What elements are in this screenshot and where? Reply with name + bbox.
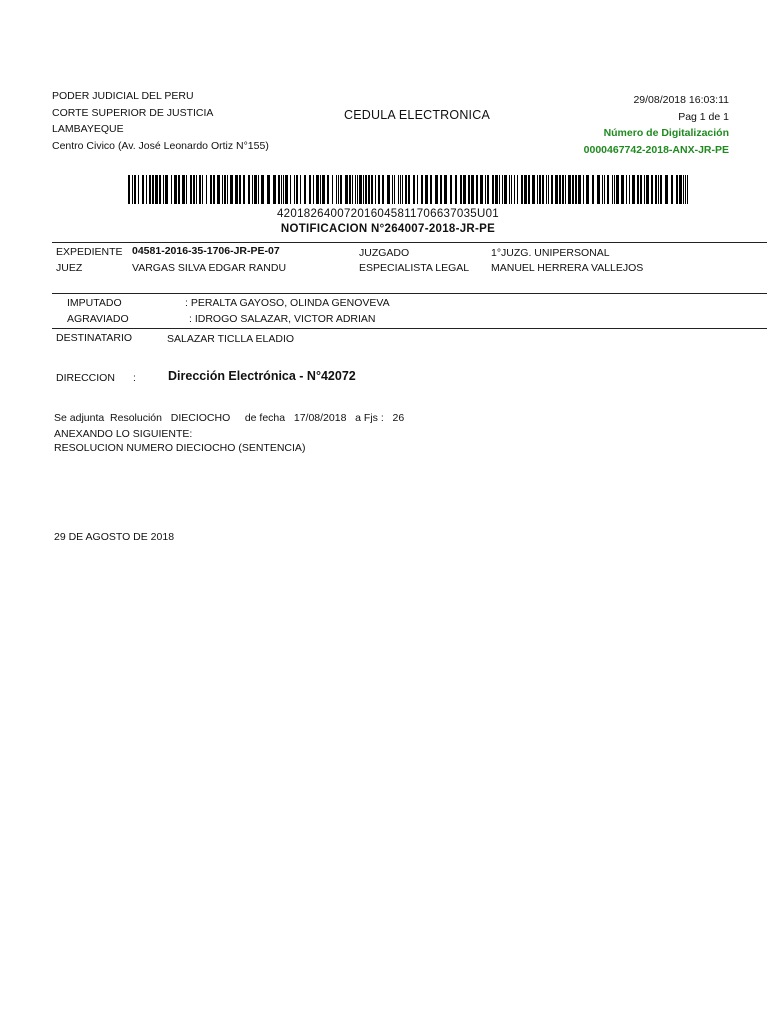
direccion-colon: : — [133, 372, 136, 384]
barcode-image — [128, 175, 688, 204]
imputado-label: IMPUTADO — [67, 297, 122, 309]
juez-value: VARGAS SILVA EDGAR RANDU — [132, 262, 287, 274]
org-line-4: Centro Civico (Av. José Leonardo Ortiz N°155) — [52, 139, 269, 152]
especialista-label: ESPECIALISTA LEGAL — [359, 262, 470, 274]
destinatario-value: SALAZAR TICLLA ELADIO — [167, 333, 295, 345]
document-title: CEDULA ELECTRONICA — [344, 108, 490, 122]
court-header — [52, 88, 269, 154]
juzgado-label: JUZGADO — [359, 247, 410, 259]
expediente-value: 04581-2016-35-1706-JR-PE-07 — [132, 245, 280, 257]
agraviado-label: AGRAVIADO — [67, 313, 129, 325]
juzgado-value: 1°JUZG. UNIPERSONAL — [491, 247, 610, 259]
agraviado-value: : IDROGO SALAZAR, VICTOR ADRIAN — [189, 313, 376, 325]
org-line-2: CORTE SUPERIOR DE JUSTICIA — [52, 106, 214, 119]
divider-top — [52, 242, 767, 243]
page-indicator: Pag 1 de 1 — [678, 110, 729, 123]
juez-label: JUEZ — [56, 262, 83, 274]
document-date: 29 DE AGOSTO DE 2018 — [54, 531, 175, 543]
digitization-label: Número de Digitalización — [603, 127, 729, 139]
notification-number: NOTIFICACION N°264007-2018-JR-PE — [280, 223, 496, 235]
org-line-1: PODER JUDICIAL DEL PERU — [52, 90, 194, 102]
direccion-label: DIRECCION — [56, 372, 115, 384]
datetime: 29/08/2018 16:03:11 — [633, 94, 729, 106]
divider-parties-top — [52, 293, 767, 294]
digitization-number: 0000467742-2018-ANX-JR-PE — [583, 143, 729, 156]
attachment-line: Se adjunta Resolución DIECIOCHO de fecha 17/08/2018 a Fjs : 26 — [54, 412, 405, 424]
expediente-label: EXPEDIENTE — [56, 246, 123, 258]
destinatario-label: DESTINATARIO — [56, 332, 133, 344]
barcode-number: 420182640072016045811706637035U01 — [276, 208, 499, 220]
header-meta — [584, 92, 729, 158]
especialista-value: MANUEL HERRERA VALLEJOS — [491, 262, 644, 274]
direccion-value: Dirección Electrónica - N°42072 — [168, 369, 356, 383]
divider-parties-bottom — [52, 328, 767, 329]
imputado-value: : PERALTA GAYOSO, OLINDA GENOVEVA — [185, 297, 390, 309]
org-line-3: LAMBAYEQUE — [52, 123, 124, 135]
annex-item: RESOLUCION NUMERO DIECIOCHO (SENTENCIA) — [54, 442, 306, 454]
annex-label: ANEXANDO LO SIGUIENTE: — [54, 428, 193, 440]
